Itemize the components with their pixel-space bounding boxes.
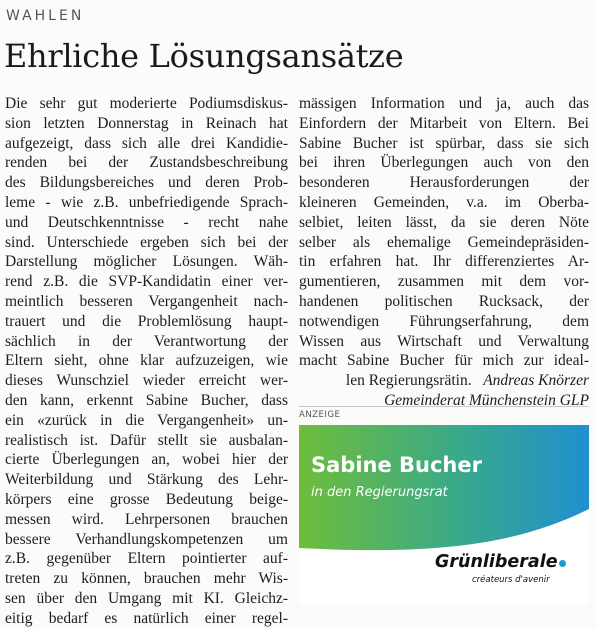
article-line: selbiet, leiten lässt, da sie deren Nöte bbox=[299, 213, 589, 231]
article-column-right bbox=[299, 94, 589, 411]
article-line: dieses Wunschziel wieder erreicht wer- bbox=[5, 372, 288, 390]
article-line: sion letzten Donnerstag in Reinach hat bbox=[5, 114, 288, 132]
campaign-ad[interactable] bbox=[299, 425, 589, 604]
article-line: cierte Überlegungen an, wobei hier der bbox=[5, 451, 288, 469]
ad-candidate-name: Sabine Bucher bbox=[311, 453, 482, 477]
article-line: leme - wie z.B. unbefriedigende Sprach- bbox=[5, 193, 288, 211]
kicker: WAHLEN bbox=[6, 8, 85, 24]
article-line: selber als ehemalige Gemeindepräsiden- bbox=[299, 233, 589, 251]
article-line: sächlich in der Verantwortung der bbox=[5, 332, 288, 350]
article-line: Darstellung möglicher Lösungen. Wäh- bbox=[5, 253, 288, 271]
article-line: rend z.B. die SVP-Kandidatin einer ver- bbox=[5, 273, 288, 291]
author-role: Gemeinderat Münchenstein GLP bbox=[384, 391, 589, 409]
article-line: treten zu können, brauchen mehr Wis- bbox=[5, 570, 288, 588]
article-line: Wissen aus Wirtschaft und Verwaltung bbox=[299, 332, 589, 350]
article-line: gumentieren, zusammen mit dem vor- bbox=[299, 273, 589, 291]
logo-dot-icon bbox=[559, 560, 566, 567]
article-line: aufgezeigt, dass sich alle drei Kandidie- bbox=[5, 134, 288, 152]
article-line: realistisch ist. Dafür stellt sie ausbalan- bbox=[5, 431, 288, 449]
article-line: Die sehr gut moderierte Podiumsdiskus- bbox=[5, 95, 288, 112]
article-line: renden bei der Zustandsbeschreibung bbox=[5, 154, 288, 172]
article-line: trauert und die Problemlösung haupt- bbox=[5, 312, 288, 330]
article-line: eitig bedarf es natürlich einer regel- bbox=[5, 609, 288, 627]
article-column-left bbox=[5, 94, 288, 629]
article-line: Sabine Bucher ist spürbar, dass sie sich bbox=[299, 134, 589, 152]
article-line: macht Sabine Bucher für mich zur ideal- bbox=[299, 352, 589, 370]
article-line: körpers eine grosse Bedeutung beige- bbox=[5, 490, 288, 508]
article-line: meintlich besseren Vergangenheit nach- bbox=[5, 292, 288, 310]
article-line: Einfordern der Mitarbeit von Eltern. Bei bbox=[299, 114, 589, 132]
article-line: notwendigen Führungserfahrung, dem bbox=[299, 312, 589, 330]
ad-label: ANZEIGE bbox=[299, 410, 341, 420]
ad-subtitle: in den Regierungsrat bbox=[311, 485, 448, 500]
article-line: sind. Unterschiede ergeben sich bei der bbox=[5, 233, 288, 251]
article-line: z.B. gegenüber Eltern pointierter auf- bbox=[5, 550, 288, 568]
article-line: den kann, erkennt Sabine Bucher, dass bbox=[5, 391, 288, 409]
article-line: bei ihren Überlegungen auch von den bbox=[299, 154, 589, 172]
article-line bbox=[299, 371, 589, 391]
article-line: und Deutschkenntnisse - recht nahe bbox=[5, 213, 288, 231]
article-line: tin erfahren hat. Ihr differenziertes Ar- bbox=[299, 253, 589, 271]
article-line: kleineren Gemeinden, v.a. im Oberba- bbox=[299, 193, 589, 211]
article-line: sen über den Umgang mit KI. Gleichz- bbox=[5, 589, 288, 607]
article-line: ein «zurück in die Vergangenheit» un- bbox=[5, 411, 288, 429]
article-line: messen wird. Lehrpersonen brauchen bbox=[5, 510, 288, 528]
ad-divider bbox=[299, 406, 589, 407]
headline: Ehrliche Lösungsansätze bbox=[4, 37, 404, 75]
article-line: des Bildungsbereiches und deren Prob- bbox=[5, 174, 288, 192]
article-line: Eltern sieht, ohne klar aufzuzeigen, wie bbox=[5, 352, 288, 370]
party-tagline: créateurs d'avenir bbox=[472, 575, 550, 585]
party-logo-text: Grünliberale bbox=[435, 552, 558, 572]
author-name: Andreas Knörzer bbox=[483, 372, 589, 390]
party-logo bbox=[435, 552, 566, 572]
article-line: Weiterbildung und Stärkung des Lehr- bbox=[5, 471, 288, 489]
article-line: mässigen Information und ja, auch das bbox=[299, 95, 589, 112]
article-line: handenen politischen Rucksack, der bbox=[299, 292, 589, 310]
article-line: besonderen Herausforderungen der bbox=[299, 174, 589, 192]
article-line: bessere Verhandlungskompetenzen um bbox=[5, 530, 288, 548]
article-line-text: len Regierungsrätin. bbox=[345, 372, 472, 390]
